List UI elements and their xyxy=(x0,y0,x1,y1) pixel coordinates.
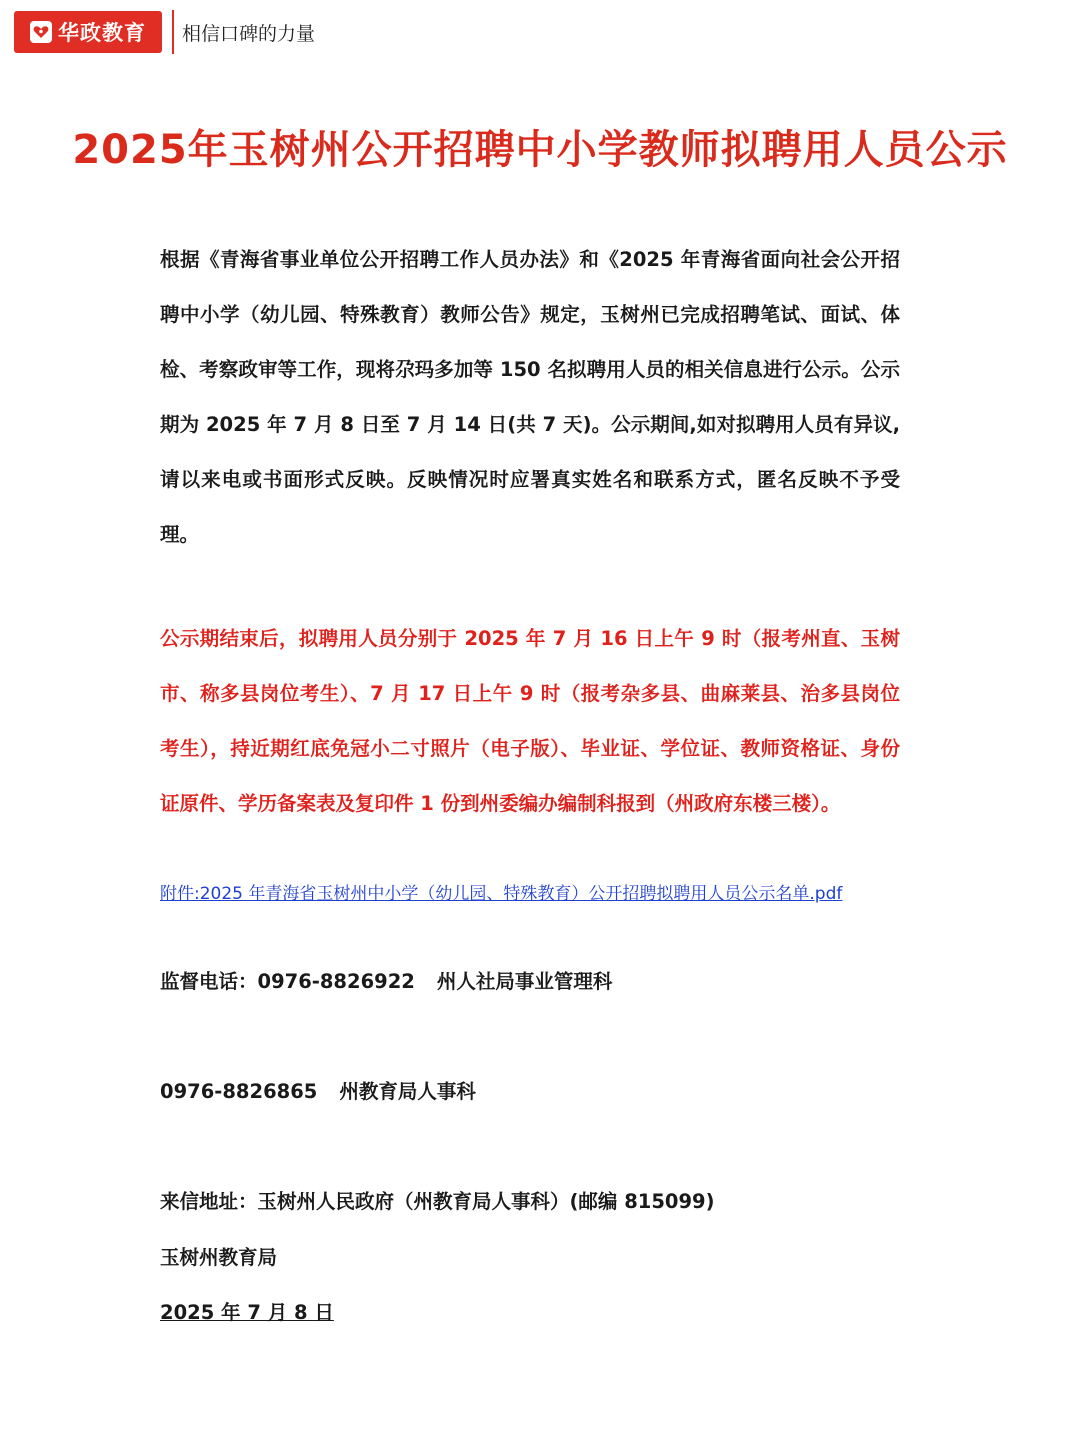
brand-logo-text: 华政教育 xyxy=(58,21,146,45)
brand-logo[interactable] xyxy=(14,11,162,53)
second-phone-number: 0976-8826865 xyxy=(160,1080,318,1103)
supervision-phone-line xyxy=(160,967,900,997)
brand-slogan: 相信口碑的力量 xyxy=(182,22,316,45)
notice-paragraph-intro: 根据《青海省事业单位公开招聘工作人员办法》和《2025 年青海省面向社会公开招聘中小学（幼儿园、特殊教育）教师公告》规定，玉树州已完成招聘笔试、面试、体检、考察政审等工作，现将尕玛多加等 150 名拟聘用人员的相关信息进行公示。公示期为 2025 年 7 月 8 日至 7 月 14 日(共 7 天)。公示期间,如对拟聘用人员有异议,请以来电或书面形式反映。反映情况时应署真实姓名和联系方式，匿名反映不予受理。 xyxy=(160,248,900,546)
mailing-address: 来信地址：玉树州人民政府（州教育局人事科）(邮编 815099) xyxy=(160,1190,715,1213)
issuing-organization: 玉树州教育局 xyxy=(160,1246,278,1269)
notice-body xyxy=(160,232,900,1328)
notice-paragraph-report: 公示期结束后，拟聘用人员分别于 2025 年 7 月 16 日上午 9 时（报考州直、玉树市、称多县岗位考生）、7 月 17 日上午 9 时（报考杂多县、曲麻莱县、治多县岗位考生），持近期红底免冠小二寸照片（电子版）、毕业证、学位证、教师资格证、身份证原件、学历备案表及复印件 1 份到州委编办编制科报到（州政府东楼三楼）。 xyxy=(160,627,900,815)
supervision-phone: 监督电话：0976-8826922 xyxy=(160,970,415,993)
attachment-pdf-link[interactable]: 附件:2025 年青海省玉树州中小学（幼儿园、特殊教育）公开招聘拟聘用人员公示名单.pdf xyxy=(160,884,843,904)
brand-divider xyxy=(172,10,174,54)
second-phone-line xyxy=(160,1077,900,1107)
heart-hands-icon xyxy=(30,21,52,43)
issue-date: 2025 年 7 月 8 日 xyxy=(160,1301,334,1324)
supervision-dept: 州人社局事业管理科 xyxy=(436,970,613,993)
page-title: 2025年玉树州公开招聘中小学教师拟聘用人员公示 xyxy=(72,127,1008,173)
second-phone-dept: 州教育局人事科 xyxy=(339,1080,476,1103)
brand-header xyxy=(14,10,315,54)
